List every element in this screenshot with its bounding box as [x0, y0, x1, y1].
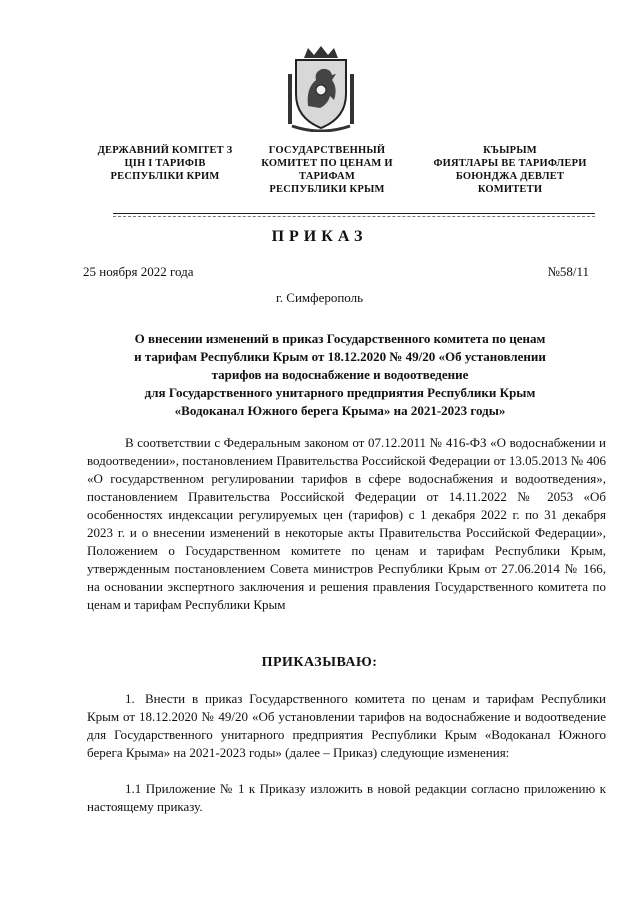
document-number: №58/11 [547, 264, 589, 279]
header-ukrainian [80, 144, 250, 183]
header-crimean-tatar [420, 144, 600, 196]
item-1-label: 1. [125, 691, 135, 706]
preamble-paragraph: В соответствии с Федеральным законом от 07.12.2011 № 416-ФЗ «О водоснабжении и водоотведении», постановлением Правительства Российской Федерации от 13.05.2013 № 406 «О государственном регулировании тарифов в сфере водоснабжения и водоотведения», постановлением Правительства Российской Федерации от 14.11.2022 № 2053 «Об особенностях индексации регулируемых цен (тарифов) с 1 декабря 2022 г. по 31 декабря 2023 г. и о внесении изменений в некоторые акты Правительства Российской Федерации», Положением о Государственном комитете по ценам и тарифам Республики Крым, утвержденным постановлением Совета министров Республики Крым от 27.06.2014 № 166, на основании экспертного заключения и решения правления Государственного комитета по ценам и тарифам Республики Крым [87, 435, 606, 612]
subject-line: для Государственного унитарного предприятия Республики Крым [144, 385, 536, 400]
coat-of-arms-emblem [286, 44, 356, 132]
header-line: ТАРИФАМ [299, 171, 355, 182]
item-1-text: Внести в приказ Государственного комитета по ценам и тарифам Республики Крым от 18.12.2020 № 49/20 «Об установлении тарифов на водоснабжение и водоотведение для Государственного унитарного предприятия Республики Крым «Водоканал Южного берега Крыма» на 2021-2023 годы» (далее – Приказ) следующие изменения: [87, 691, 606, 760]
order-heading: ПРИКАЗЫВАЮ: [261, 655, 378, 670]
pearl-mark [316, 85, 326, 95]
header-line: ГОСУДАРСТВЕННЫЙ [268, 145, 386, 156]
header-line: КЪЫРЫМ [483, 145, 537, 156]
header-line: ФИЯТЛАРЫ ВЕ ТАРИФЛЕРИ [433, 158, 587, 169]
header-russian [252, 144, 402, 196]
header-divider [113, 213, 595, 214]
subject-line: тарифов на водоснабжение и водоотведение [211, 367, 469, 382]
subject-line: «Водоканал Южного берега Крыма» на 2021-2023 годы» [174, 403, 506, 418]
header-line: БОЮНДЖА ДЕВЛЕТ [455, 171, 565, 182]
document-subject [90, 330, 590, 420]
header-line: РЕСПУБЛИКИ КРЫМ [269, 184, 385, 195]
header-line: РЕСПУБЛІКИ КРИМ [110, 171, 220, 182]
document-title: ПРИКАЗ [271, 228, 368, 245]
subject-line: и тарифам Республики Крым от 18.12.2020 № 49/20 «Об установлении [134, 349, 546, 364]
item-1-1-paragraph: 1.1 Приложение № 1 к Приказу изложить в новой редакции согласно приложению к настоящему приказу. [87, 781, 606, 814]
document-date: 25 ноября 2022 года [83, 264, 194, 279]
header-line: ЦІН І ТАРИФІВ [124, 158, 206, 169]
crown-shape [304, 46, 338, 58]
item-1-paragraph [87, 690, 606, 762]
subject-line: О внесении изменений в приказ Государственного комитета по ценам [134, 331, 546, 346]
header-line: КОМИТЕТИ [477, 184, 543, 195]
header-divider-shadow [113, 216, 595, 217]
document-city: г. Симферополь [275, 290, 364, 305]
header-line: КОМИТЕТ ПО ЦЕНАМ И [261, 158, 393, 169]
header-line: ДЕРЖАВНИЙ КОМІТЕТ З [97, 145, 233, 156]
